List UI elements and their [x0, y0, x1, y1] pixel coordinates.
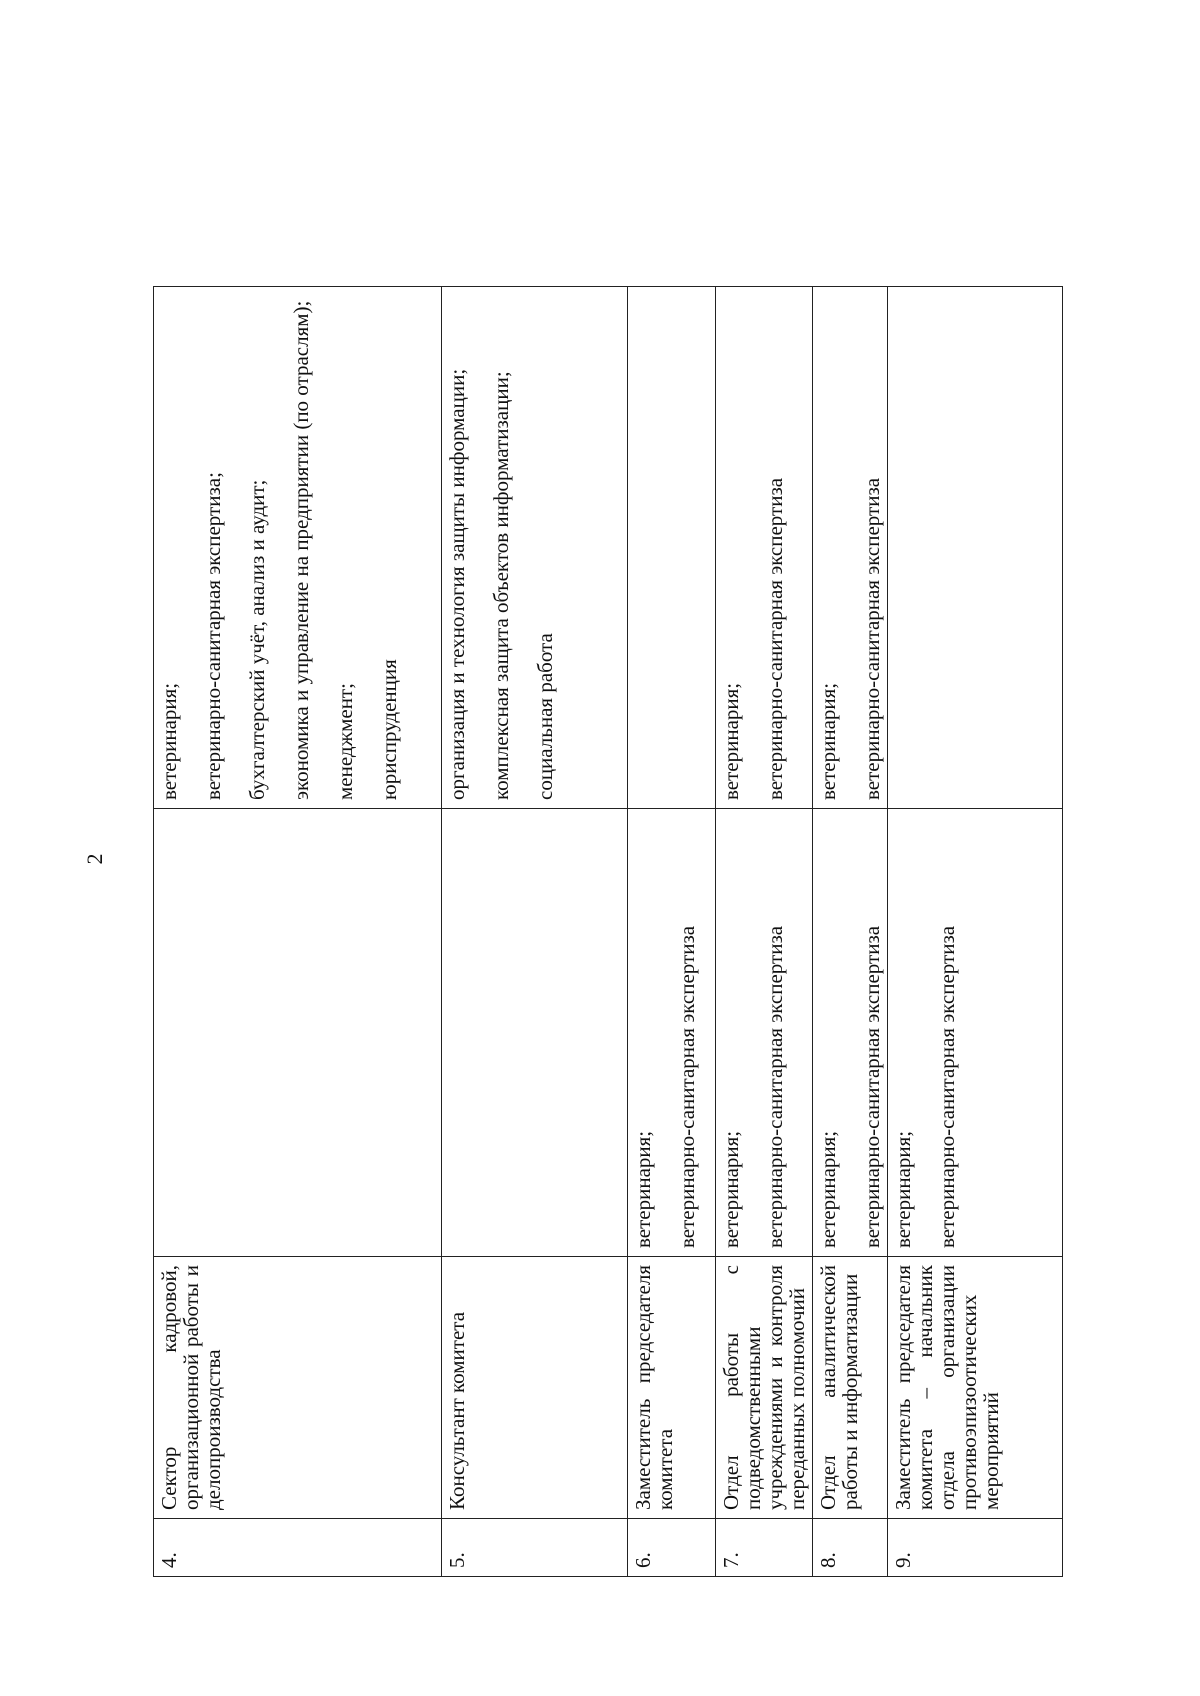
additional-specialties-cell: [888, 287, 1063, 809]
specialty-entry: организация и технология защиты информации;: [445, 368, 469, 800]
unit-name: Отдел аналитической работы и информатизации: [813, 1257, 888, 1519]
specialty-entry: ветеринария;: [719, 682, 743, 800]
specialty-entry: ветеринария;: [816, 1130, 841, 1248]
specialty-entry: ветеринарно-санитарная экспертиза: [763, 925, 788, 1248]
table-row: [813, 287, 888, 1577]
table-row: [154, 287, 442, 1577]
specialty-entry: социальная работа: [533, 633, 558, 800]
additional-specialties-cell: [628, 287, 716, 809]
specialty-entry: ветеринарно-санитарная экспертиза;: [201, 472, 226, 800]
table-row: [888, 287, 1063, 1577]
unit-name: Сектор кадровой, организационной работы и делопроизводства: [154, 1257, 442, 1519]
row-number: 8.: [813, 1519, 888, 1577]
specialties-cell: [888, 809, 1063, 1257]
specialty-entry: ветеринария;: [816, 682, 841, 800]
specialty-entry: ветеринарно-санитарная экспертиза: [860, 925, 885, 1248]
page-number: 2: [82, 853, 107, 865]
unit-name: Заместитель председателя комитета: [628, 1257, 716, 1519]
specialties-cell: [716, 809, 813, 1257]
row-number: 5.: [442, 1519, 628, 1577]
specialty-entry: юриспруденция: [377, 659, 402, 800]
specialties-cell: [154, 809, 442, 1257]
additional-specialties-cell: [154, 287, 442, 809]
table-row: [442, 287, 628, 1577]
specialties-cell: [813, 809, 888, 1257]
specialties-table: [153, 286, 1063, 1577]
specialties-cell: [628, 809, 716, 1257]
specialty-entry: комплексная защита объектов информатизации;: [489, 371, 514, 800]
specialty-entry: ветеринарно-санитарная экспертиза: [763, 477, 788, 800]
row-number: 9.: [888, 1519, 1063, 1577]
specialty-entry: ветеринарно-санитарная экспертиза: [935, 925, 960, 1248]
rotated-table-container: [153, 287, 1048, 1577]
specialty-entry: ветеринария;: [719, 1130, 743, 1248]
table-row: [628, 287, 716, 1577]
specialty-entry: ветеринарно-санитарная экспертиза: [675, 925, 700, 1248]
additional-specialties-cell: [716, 287, 813, 809]
table-row: [716, 287, 813, 1577]
unit-name: Заместитель председателя комитета – начальник отдела организации противоэпизоотических мероприятий: [888, 1257, 1063, 1519]
specialty-entry: ветеринария;: [891, 1130, 916, 1248]
specialties-cell: [442, 809, 628, 1257]
specialty-entry: экономика и управление на предприятии (по отраслям);: [289, 300, 314, 800]
unit-name: Консультант комитета: [442, 1257, 628, 1519]
specialty-entry: ветеринарно-санитарная экспертиза: [860, 477, 885, 800]
row-number: 4.: [154, 1519, 442, 1577]
additional-specialties-cell: [813, 287, 888, 809]
specialty-entry: ветеринария;: [157, 682, 181, 800]
specialty-entry: бухгалтерский учёт, анализ и аудит;: [245, 479, 270, 800]
specialty-entry: менеджмент;: [333, 683, 358, 800]
row-number: 7.: [716, 1519, 813, 1577]
unit-name: Отдел работы с подведомственными учреждениями и контроля переданных полномочий: [716, 1257, 813, 1519]
specialty-entry: ветеринария;: [631, 1130, 655, 1248]
row-number: 6.: [628, 1519, 716, 1577]
additional-specialties-cell: [442, 287, 628, 809]
